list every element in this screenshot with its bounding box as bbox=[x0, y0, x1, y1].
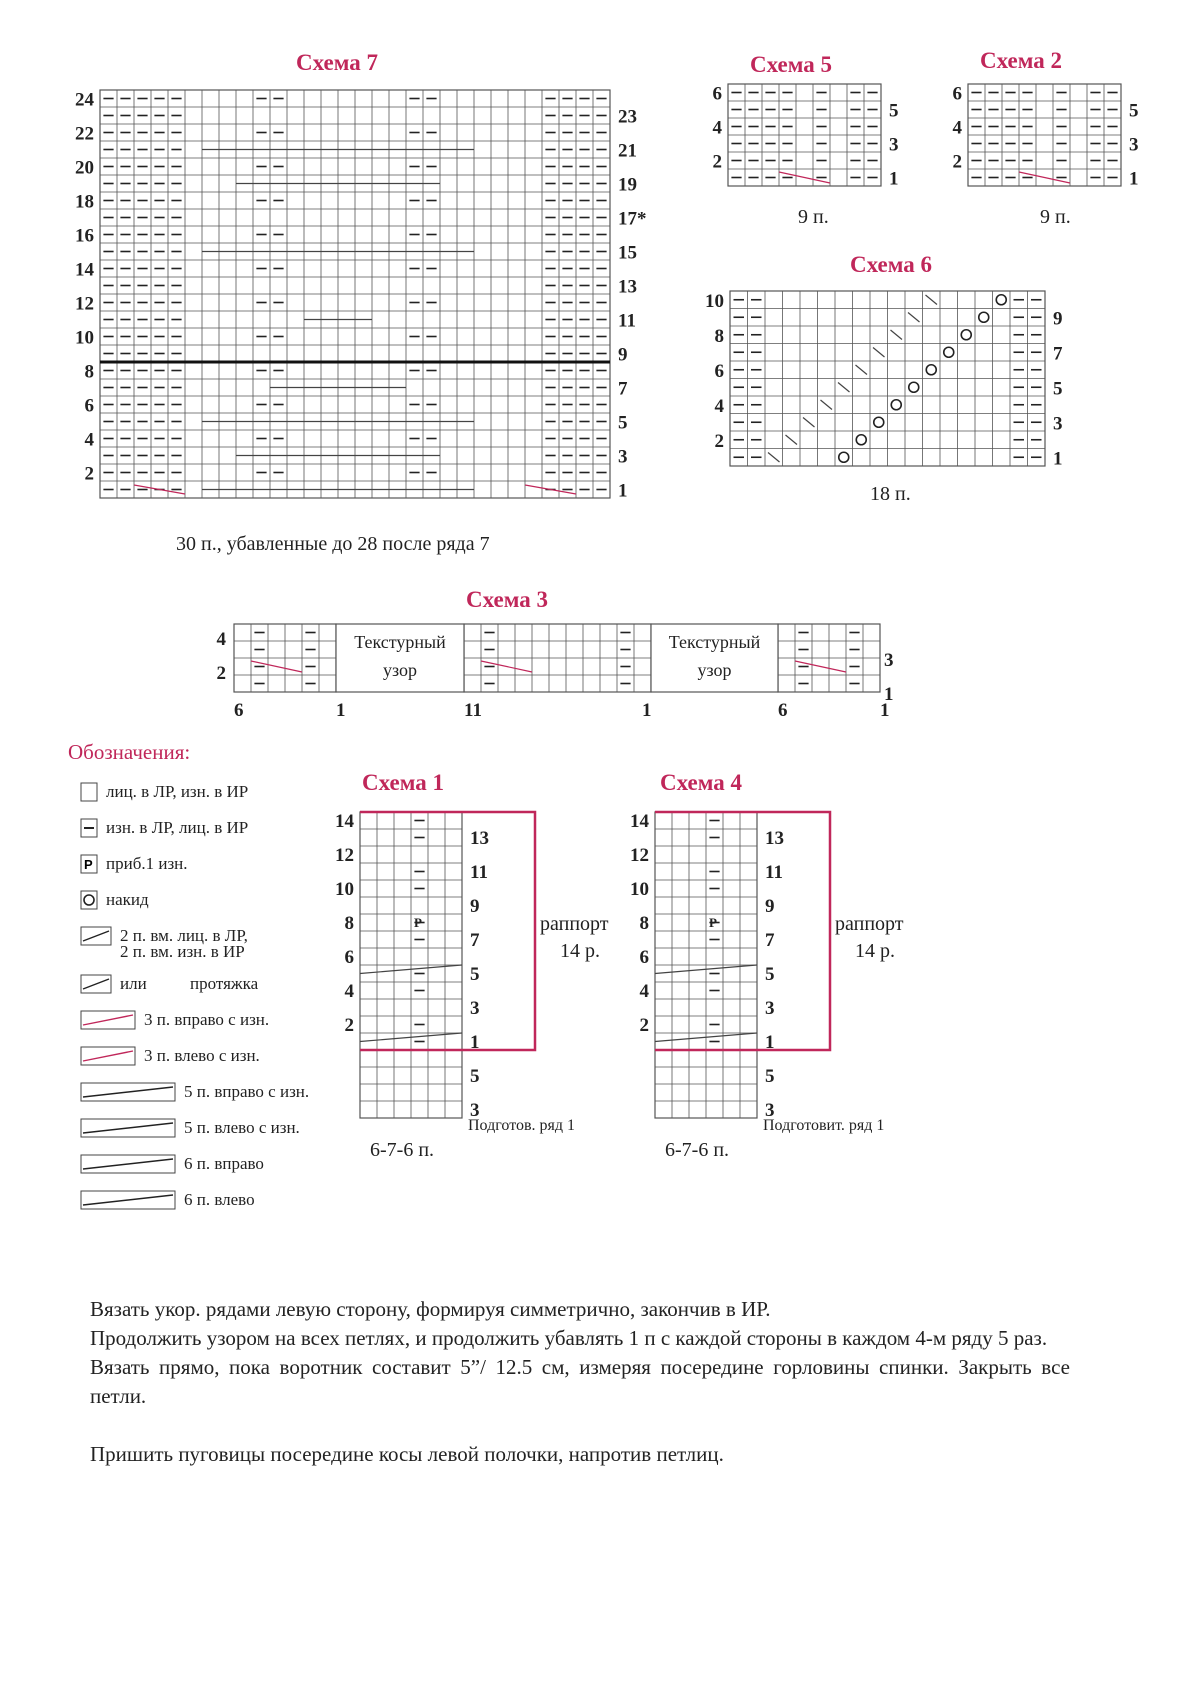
chart-6 bbox=[690, 285, 1110, 485]
row-number: 10 bbox=[335, 879, 354, 900]
row-number: 11 bbox=[618, 310, 636, 332]
row-number: 19 bbox=[618, 174, 637, 196]
chart-6-title: Схема 6 bbox=[850, 252, 933, 277]
row-number: 15 bbox=[618, 242, 637, 264]
instruction-3: Вязать прямо, пока воротник составит 5”/ 12.5 см, измеряя посередине горловины спинки. Закрыть все петли. bbox=[90, 1355, 1070, 1408]
row-number: 4 bbox=[344, 981, 354, 1002]
legend-text: 3 п. влево с изн. bbox=[144, 1046, 260, 1065]
row-number: 6 bbox=[84, 395, 94, 417]
row-number: 4 bbox=[714, 395, 724, 417]
cross-3-right-icon bbox=[80, 1010, 136, 1030]
legend-item bbox=[80, 1080, 360, 1116]
row-number: 9 bbox=[618, 344, 628, 366]
row-number: 12 bbox=[630, 845, 649, 866]
row-number: 2 bbox=[952, 151, 962, 173]
row-number: 11 bbox=[765, 862, 783, 883]
row-number: 7 bbox=[1053, 343, 1063, 365]
row-number: 1 bbox=[1053, 448, 1063, 470]
legend bbox=[80, 780, 360, 1224]
row-number: 3 bbox=[470, 998, 480, 1019]
row-number: 9 bbox=[765, 896, 775, 917]
rapport-label: 14 р. bbox=[855, 940, 895, 962]
row-number: 2 bbox=[714, 430, 724, 452]
row-number: 8 bbox=[714, 325, 724, 347]
texture-label: Текстурный bbox=[668, 632, 761, 652]
row-number: 2 bbox=[84, 463, 94, 485]
row-number: 5 bbox=[470, 964, 480, 985]
row-number: 22 bbox=[75, 123, 94, 145]
row-number: 14 bbox=[335, 811, 354, 832]
stitch-number: 1 bbox=[880, 700, 890, 721]
rapport-label: раппорт bbox=[540, 913, 609, 935]
legend-item bbox=[80, 780, 360, 816]
chart-3-title: Схема 3 bbox=[466, 587, 549, 612]
row-number: 1 bbox=[1129, 168, 1139, 190]
row-number: 5 bbox=[470, 1066, 480, 1087]
row-number: 4 bbox=[84, 429, 94, 451]
legend-item bbox=[80, 1116, 360, 1152]
row-number: 10 bbox=[630, 879, 649, 900]
chart-4-title: Схема 4 bbox=[660, 770, 743, 795]
row-number: 8 bbox=[84, 361, 94, 383]
instructions bbox=[90, 1295, 1070, 1469]
chart-3 bbox=[200, 620, 920, 720]
row-number: 13 bbox=[765, 828, 784, 849]
row-number: 5 bbox=[765, 964, 775, 985]
legend-item bbox=[80, 888, 360, 924]
stitch-number: 6 bbox=[234, 700, 244, 721]
row-number: 4 bbox=[639, 981, 649, 1002]
row-number: 6 bbox=[712, 83, 722, 105]
chart-5 bbox=[700, 80, 940, 210]
prep-label: Подготов. ряд 1 bbox=[468, 1117, 576, 1134]
prep-label: Подготовит. ряд 1 bbox=[763, 1117, 885, 1134]
texture-label: узор bbox=[697, 660, 732, 680]
stitch-number: 6 bbox=[778, 700, 788, 721]
row-number: 9 bbox=[470, 896, 480, 917]
row-number: 23 bbox=[618, 106, 637, 128]
row-number: 17* bbox=[618, 208, 647, 230]
chart-4 bbox=[615, 800, 955, 1180]
row-number: 5 bbox=[765, 1066, 775, 1087]
row-number: 6 bbox=[952, 83, 962, 105]
row-number: 12 bbox=[75, 293, 94, 315]
legend-text: протяжка bbox=[190, 974, 259, 993]
row-number: 7 bbox=[618, 378, 628, 400]
row-number: 6 bbox=[344, 947, 354, 968]
legend-text: 2 п. вм. лиц. в ЛР, bbox=[120, 926, 248, 945]
legend-text: 3 п. вправо с изн. bbox=[144, 1010, 270, 1029]
legend-icon-p: P bbox=[84, 857, 93, 872]
row-number: 13 bbox=[618, 276, 637, 298]
legend-text: 5 п. влево с изн. bbox=[184, 1118, 300, 1137]
row-number: 9 bbox=[1053, 308, 1063, 330]
stitch-number: 1 bbox=[642, 700, 652, 721]
rapport-label: раппорт bbox=[835, 913, 904, 935]
legend-text: или bbox=[120, 974, 147, 993]
row-number: 3 bbox=[765, 998, 775, 1019]
row-number: 3 bbox=[765, 1100, 775, 1121]
row-number: 24 bbox=[75, 89, 94, 111]
stitch-number: 11 bbox=[464, 700, 482, 721]
cross-5-right-icon bbox=[80, 1082, 176, 1102]
row-number: 1 bbox=[884, 684, 894, 705]
texture-label: Текстурный bbox=[354, 632, 446, 652]
chart-6-caption: 18 п. bbox=[870, 483, 911, 505]
row-number: 14 bbox=[75, 259, 94, 281]
legend-icon-frame bbox=[81, 783, 97, 801]
chart-7-caption: 30 п., убавленные до 28 после ряда 7 bbox=[176, 533, 490, 555]
row-number: 14 bbox=[630, 811, 649, 832]
cross-6-right-icon bbox=[80, 1154, 176, 1174]
cross-5-left-icon bbox=[80, 1118, 176, 1138]
legend-item bbox=[80, 924, 360, 972]
row-number: 13 bbox=[470, 828, 489, 849]
row-number: 3 bbox=[1129, 134, 1139, 156]
row-number: 4 bbox=[712, 117, 722, 139]
legend-title: Обозначения: bbox=[68, 740, 191, 764]
legend-text: лиц. в ЛР, изн. в ИР bbox=[106, 782, 249, 801]
increase-p-icon bbox=[80, 854, 98, 874]
row-number: 2 bbox=[712, 151, 722, 173]
legend-item bbox=[80, 852, 360, 888]
rapport-label: 14 р. bbox=[560, 940, 600, 962]
chart-1-title: Схема 1 bbox=[362, 770, 445, 795]
chart-5-title: Схема 5 bbox=[750, 52, 833, 77]
row-number: 1 bbox=[470, 1032, 480, 1053]
legend-text: 6 п. вправо bbox=[184, 1154, 264, 1173]
row-number: 6 bbox=[714, 360, 724, 382]
stitch-number: 1 bbox=[336, 700, 346, 721]
row-number: 7 bbox=[470, 930, 480, 951]
increase-mark: P bbox=[709, 915, 717, 930]
instruction-4: Пришить пуговицы посередине косы левой полочки, напротив петлиц. bbox=[90, 1442, 724, 1466]
row-number: 18 bbox=[75, 191, 94, 213]
row-number: 2 bbox=[216, 663, 226, 684]
row-number: 5 bbox=[1053, 378, 1063, 400]
chart-caption: 6-7-6 п. bbox=[370, 1139, 435, 1161]
row-number: 21 bbox=[618, 140, 637, 162]
row-number: 10 bbox=[75, 327, 94, 349]
instruction-1: Вязать укор. рядами левую сторону, формируя симметрично, закончив в ИР. bbox=[90, 1297, 771, 1321]
yarn-over-icon bbox=[80, 890, 98, 910]
row-number: 5 bbox=[618, 412, 628, 434]
knit-square-icon bbox=[80, 782, 98, 802]
chart-7-title: Схема 7 bbox=[296, 50, 379, 75]
purl-dash-icon bbox=[80, 818, 98, 838]
row-number: 2 bbox=[639, 1015, 649, 1036]
cross-3-left-icon bbox=[80, 1046, 136, 1066]
legend-item bbox=[80, 972, 360, 1008]
ssk-icon bbox=[80, 974, 112, 994]
row-number: 8 bbox=[344, 913, 354, 934]
row-number: 8 bbox=[639, 913, 649, 934]
row-number: 1 bbox=[618, 480, 628, 502]
legend-text: накид bbox=[106, 890, 149, 909]
row-number: 4 bbox=[216, 629, 226, 650]
chart-caption: 6-7-6 п. bbox=[665, 1139, 730, 1161]
row-number: 3 bbox=[884, 650, 894, 671]
row-number: 3 bbox=[618, 446, 628, 468]
instruction-2: Продолжить узором на всех петлях, и продолжить убавлять 1 п с каждой стороны в каждом 4-м ряду 5 раз. bbox=[90, 1326, 1048, 1350]
k2tog-icon bbox=[80, 926, 112, 946]
legend-item bbox=[80, 1044, 360, 1080]
row-number: 11 bbox=[470, 862, 488, 883]
legend-item bbox=[80, 1152, 360, 1188]
row-number: 20 bbox=[75, 157, 94, 179]
row-number: 1 bbox=[889, 168, 899, 190]
legend-text: изн. в ЛР, лиц. в ИР bbox=[106, 818, 249, 837]
chart-2-caption: 9 п. bbox=[1040, 206, 1071, 228]
row-number: 3 bbox=[889, 134, 899, 156]
cross-6-left-icon bbox=[80, 1190, 176, 1210]
chart-1 bbox=[320, 800, 640, 1180]
legend-text: 2 п. вм. изн. в ИР bbox=[120, 942, 245, 961]
row-number: 16 bbox=[75, 225, 94, 247]
increase-mark: P bbox=[414, 915, 422, 930]
row-number: 1 bbox=[765, 1032, 775, 1053]
legend-text: приб.1 изн. bbox=[106, 854, 188, 873]
row-number: 5 bbox=[1129, 100, 1139, 122]
row-number: 7 bbox=[765, 930, 775, 951]
legend-item bbox=[80, 1188, 360, 1224]
legend-item bbox=[80, 1008, 360, 1044]
row-number: 3 bbox=[470, 1100, 480, 1121]
legend-item bbox=[80, 816, 360, 852]
chart-7 bbox=[50, 80, 680, 550]
legend-text: 5 п. вправо с изн. bbox=[184, 1082, 310, 1101]
chart-5-caption: 9 п. bbox=[798, 206, 829, 228]
row-number: 12 bbox=[335, 845, 354, 866]
row-number: 6 bbox=[639, 947, 649, 968]
texture-label: узор bbox=[382, 660, 418, 680]
row-number: 2 bbox=[344, 1015, 354, 1036]
chart-2 bbox=[940, 80, 1180, 210]
legend-text: 6 п. влево bbox=[184, 1190, 255, 1209]
row-number: 10 bbox=[705, 290, 724, 312]
chart-2-title: Схема 2 bbox=[980, 48, 1063, 73]
row-number: 5 bbox=[889, 100, 899, 122]
row-number: 3 bbox=[1053, 413, 1063, 435]
row-number: 4 bbox=[952, 117, 962, 139]
